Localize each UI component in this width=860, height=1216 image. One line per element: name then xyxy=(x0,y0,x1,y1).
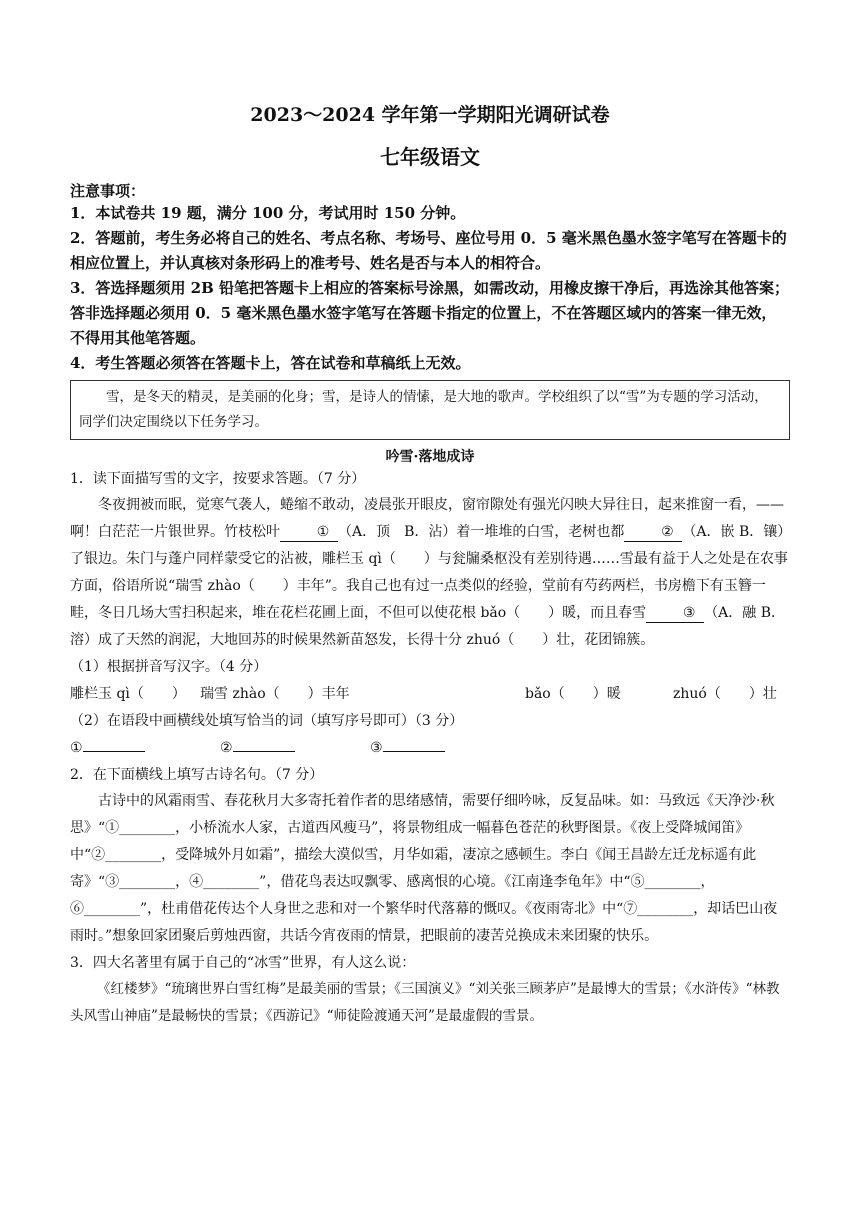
answer-row xyxy=(70,734,790,762)
note-item-1: 1．本试卷共 19 题，满分 100 分，考试用时 150 分钟。 xyxy=(70,204,466,222)
answer-1: ① xyxy=(70,734,220,762)
pinyin-row xyxy=(70,680,790,708)
note-item-2: 2．答题前，考生务必将自己的姓名、考点名称、考场号、座位号用 0．5 毫米黑色墨水签字笔写在答题卡的相应位置上，并认真核对条形码上的准考号、姓名是否与本人的相符合。 xyxy=(70,229,787,272)
answer-3-line xyxy=(383,751,445,752)
blank-3: ③ xyxy=(646,604,704,623)
passage-part-3: （A．嵌 B．镶）了银边。朱门与蓬户同样蒙受它的沾被，雕栏玉 qì（ ）与瓮牖桑枢没有差别待遇……雪最有益于人之处是在农事方面，俗语所说“瑞雪 zhào（ ）丰年”。我自己也有过一点类似的经验，堂前有芍药两栏，书房檐下有玉簪一畦，冬日几场大雪扫积起来，堆在花栏花圃上面，不但可以使花根 bǎo（ ）暖，而且春雪 xyxy=(70,524,788,621)
question-2-stem: 2．在下面横线上填写古诗名句。（7 分） xyxy=(70,767,324,783)
notes-heading: 注意事项： xyxy=(70,182,146,200)
exam-page xyxy=(70,100,790,1030)
answer-2: ② xyxy=(220,734,370,762)
section-title: 吟雪·落地成诗 xyxy=(385,449,475,465)
question-3-stem: 3．四大名著里有属于自己的“冰雪”世界，有人这么说： xyxy=(70,955,416,971)
question-1-sub-2: （2）在语段中画横线处填写恰当的词（填写序号即可）（3 分） xyxy=(70,713,464,729)
question-1-sub-1: （1）根据拼音写汉字。（4 分） xyxy=(70,659,268,675)
passage-part-2: （A．顶 B．沾）着一堆堆的白雪，老树也都 xyxy=(338,524,625,540)
question-2-passage: 古诗中的风霜雨雪、春花秋月大多寄托着作者的思绪感情，需要仔细吟咏，反复品味。如：马致远《天净沙·秋思》“①________，小桥流水人家，古道西风瘦马”，将景物组成一幅暮色苍茫的秋野图景。《夜上受降城闻笛》中“②________，受降城外月如霜”，描绘大漠似雪，月华如霜，凄凉之感顿生。李白《闻王昌龄左迁龙标遥有此寄》“③________，④________”，借花鸟表达叹飘零、感离恨的心境。《江南逢李龟年》中“⑤________，⑥________”，杜甫借花传达个人身世之悲和对一个繁华时代落幕的慨叹。《夜雨寄北》中“⑦________，却话巴山夜雨时。”想象回家团聚后剪烛西窗，共话今宵夜雨的情景，把眼前的凄苦兑换成未来团聚的快乐。 xyxy=(70,793,778,944)
question-1-passage xyxy=(70,492,790,654)
exam-title: 2023～2024 学年第一学期阳光调研试卷 xyxy=(250,104,610,126)
blank-1: ① xyxy=(280,523,338,542)
question-3-passage: 《红楼梦》“琉璃世界白雪红梅”是最美丽的雪景；《三国演义》“刘关张三顾茅庐”是最博大的雪景；《水浒传》“林教头风雪山神庙”是最畅快的雪景；《西游记》“师徒险渡通天河”是最虚假的雪景。 xyxy=(70,981,780,1024)
pinyin-item-2: 瑞雪 zhào（ ）丰年 xyxy=(200,686,350,702)
passage-part-4: （A．融 B．溶）成了天然的润泥，大地回苏的时候果然新苗怒发，长得十分 zhuó（ ）壮，花团锦簇。 xyxy=(70,605,786,648)
passage-part-1: 冬夜拥被而眠，觉寒气袭人，蜷缩不敢动，凌晨张开眼皮，窗帘隙处有强光闪映大异往日，起来推窗一看，——啊！白茫茫一片银世界。竹枝松叶 xyxy=(70,497,784,540)
blank-2: ② xyxy=(624,523,682,542)
pinyin-item-3: bǎo（ ）暖 xyxy=(525,686,621,702)
question-1-stem: 1．读下面描写雪的文字，按要求答题。（7 分） xyxy=(70,471,366,487)
pinyin-item-1: 雕栏玉 qì（ ） xyxy=(70,686,186,702)
note-item-4: 4．考生答题必须答在答题卡上，答在试卷和草稿纸上无效。 xyxy=(70,354,471,372)
answer-3: ③ xyxy=(370,734,445,762)
answer-1-line xyxy=(83,751,145,752)
exam-subtitle: 七年级语文 xyxy=(380,145,480,169)
answer-2-line xyxy=(233,751,295,752)
pinyin-item-4: zhuó（ ）壮 xyxy=(673,686,777,702)
intro-box: 雪，是冬天的精灵，是美丽的化身；雪，是诗人的情愫，是大地的歌声。学校组织了以“雪”为专题的学习活动，同学们决定围绕以下任务学习。 xyxy=(70,380,790,440)
note-item-3: 3．答选择题须用 2B 铅笔把答题卡上相应的答案标号涂黑，如需改动，用橡皮擦干净后，再选涂其他答案；答非选择题必须用 0．5 毫米黑色墨水签字笔写在答题卡指定的位置上，不在答题区域内的答案一律无效，不得用其他笔答题。 xyxy=(70,279,790,347)
